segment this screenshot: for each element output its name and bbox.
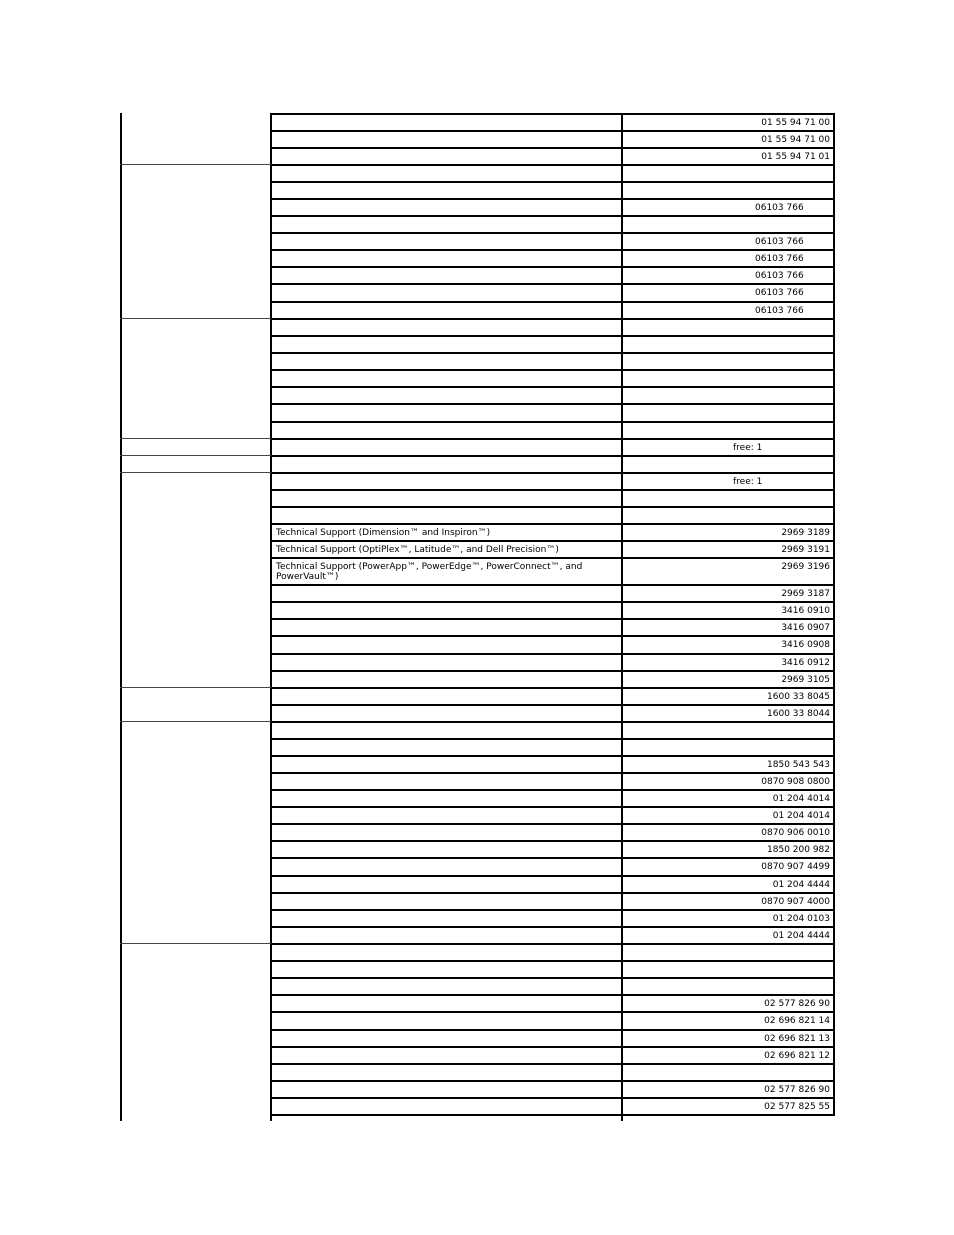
row-rule [270,635,835,637]
phone-number: 01 55 94 71 00 [761,117,830,128]
phone-number: 01 204 0103 [772,913,830,924]
phone-number: 0870 906 0010 [761,827,830,838]
column-rule-number [621,113,623,1121]
row-rule [270,789,835,791]
phone-number: 01 204 4444 [772,879,830,890]
column-rule-service [270,113,272,1121]
phone-number: 2969 3191 [781,544,830,555]
phone-number: 02 696 821 13 [764,1033,830,1044]
phone-number: 0870 907 4499 [761,862,830,872]
phone-number: 01 204 4444 [772,930,830,941]
phone-number: 02 577 825 55 [764,1101,830,1112]
row-rule [270,506,835,508]
row-rule [270,1063,835,1065]
phone-number: free: 1 [733,442,763,453]
row-rule [270,875,835,877]
phone-number: 02 696 821 14 [764,1016,830,1026]
row-rule [270,540,835,542]
row-rule [270,198,835,200]
phone-number: 01 55 94 71 01 [761,151,830,162]
country-rule [120,318,271,319]
row-rule [270,266,835,268]
row-rule [270,147,835,149]
row-rule [270,352,835,354]
row-rule [270,687,835,689]
row-rule [270,960,835,962]
row-rule [270,1114,835,1116]
row-rule [270,823,835,825]
phone-number: 06103 766 [755,253,804,264]
phone-number: 0870 907 4000 [761,896,830,907]
row-rule [270,1011,835,1013]
row-rule [270,523,835,525]
service-label: Technical Support (Dimension™ and Inspiron™) [276,527,491,538]
row-rule [270,840,835,842]
phone-number: 2969 3187 [781,588,830,599]
phone-number: 01 55 94 71 00 [761,134,830,145]
row-rule [270,653,835,655]
row-rule [270,601,835,603]
row-rule [270,369,835,371]
country-rule [120,455,271,456]
row-rule [270,130,835,132]
column-rule-right [833,113,835,1116]
country-rule [120,943,271,944]
row-rule [270,403,835,405]
row-rule [270,977,835,979]
row-rule [270,755,835,757]
row-rule [270,618,835,620]
row-rule [270,249,835,251]
row-rule [270,455,835,457]
row-rule [270,806,835,808]
phone-number: 02 577 826 90 [764,1084,830,1095]
row-rule [270,1080,835,1082]
row-rule [270,557,835,559]
row-rule [270,301,835,303]
row-rule [270,489,835,491]
phone-number: 06103 766 [755,236,804,247]
row-rule [270,704,835,706]
phone-number: 06103 766 [755,202,804,213]
row-rule [270,721,835,723]
phone-number: 02 577 826 90 [764,998,830,1009]
row-rule [270,318,835,320]
phone-number: 06103 766 [755,288,804,298]
column-rule-left [120,113,122,1121]
row-rule [270,909,835,911]
row-rule [270,232,835,234]
row-rule [270,926,835,928]
row-rule [270,1097,835,1099]
phone-number: 01 204 4014 [772,810,830,821]
phone-number: 1600 33 8044 [767,708,830,719]
phone-number: 3416 0912 [781,657,830,668]
phone-number: 0870 908 0800 [761,776,830,787]
row-rule [270,335,835,337]
row-rule [270,421,835,423]
phone-number: 02 696 821 12 [764,1050,830,1061]
row-rule [270,1029,835,1031]
row-rule [270,857,835,859]
row-rule [270,670,835,672]
row-rule [270,772,835,774]
row-rule [270,584,835,586]
phone-number: 1850 200 982 [767,844,830,855]
phone-number: 01 204 4014 [772,793,830,804]
row-rule [270,215,835,217]
country-rule [120,721,271,722]
country-rule [120,687,271,688]
country-rule [120,164,271,165]
phone-number: 06103 766 [755,270,804,281]
phone-number: 3416 0907 [781,622,830,633]
row-rule [270,738,835,740]
row-rule [270,943,835,945]
row-rule [270,472,835,474]
row-rule [270,386,835,388]
country-rule [120,438,271,439]
row-rule-top [270,113,835,115]
row-rule [270,181,835,183]
row-rule [270,892,835,894]
phone-number: 2969 3105 [781,674,830,685]
country-rule [120,472,271,473]
row-rule [270,438,835,440]
row-rule [270,283,835,285]
row-rule [270,164,835,166]
service-label: Technical Support (OptiPlex™, Latitude™, and Dell Precision™) [276,544,559,555]
phone-number: 3416 0908 [781,640,830,650]
phone-number: 1850 543 543 [767,759,830,770]
phone-number: free: 1 [733,476,763,487]
phone-number: 2969 3196 [781,562,830,572]
phone-number: 1600 33 8045 [767,691,830,702]
phone-number: 06103 766 [755,305,804,316]
row-rule [270,1046,835,1048]
row-rule [270,994,835,996]
phone-number: 3416 0910 [781,605,830,616]
phone-number: 2969 3189 [781,527,830,538]
service-label: Technical Support (PowerApp™, PowerEdge™, PowerConnect™, and PowerVault™) [276,562,583,582]
